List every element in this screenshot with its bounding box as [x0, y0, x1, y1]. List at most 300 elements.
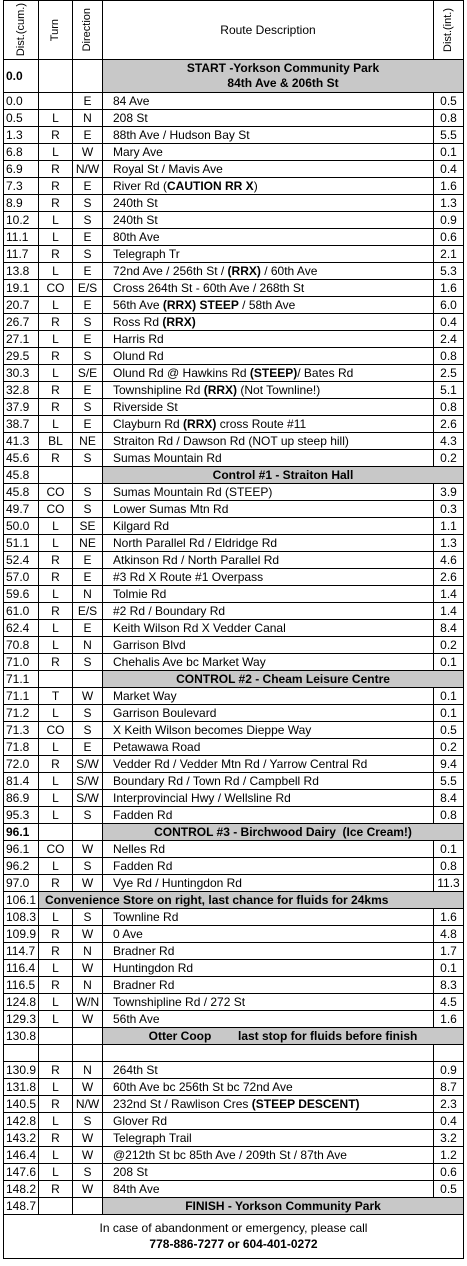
- route-text: Cross 264th St - 60th Ave / 268th St: [113, 280, 305, 295]
- cumulative-distance: 114.7: [4, 943, 39, 960]
- route-text: / 58th Ave: [238, 297, 296, 312]
- route-text: 240th St: [113, 212, 158, 227]
- route-text: Townshipline Rd: [113, 382, 204, 397]
- blank-row: [4, 1045, 464, 1062]
- control-row: [4, 1028, 464, 1045]
- cue-row: [4, 246, 464, 263]
- interval-distance: 8.7: [434, 1079, 464, 1096]
- turn: L: [39, 705, 73, 722]
- interval-distance: 1.7: [434, 943, 464, 960]
- cue-row: [4, 144, 464, 161]
- cumulative-distance: 124.8: [4, 994, 39, 1011]
- direction: E: [73, 569, 103, 586]
- cue-row: [4, 739, 464, 756]
- control-row: [4, 1198, 464, 1215]
- cue-row: [4, 314, 464, 331]
- control-description: Otter Coop last stop for fluids before finish: [103, 1028, 464, 1045]
- cue-row: [4, 1130, 464, 1147]
- route-text: Harris Rd: [113, 331, 164, 346]
- route-text: Petawawa Road: [113, 739, 201, 754]
- turn: L: [39, 212, 73, 229]
- direction: W: [73, 1130, 103, 1147]
- direction: S: [73, 450, 103, 467]
- direction: S/E: [73, 365, 103, 382]
- cue-row: [4, 450, 464, 467]
- cumulative-distance: 45.6: [4, 450, 39, 467]
- cumulative-distance: 96.2: [4, 858, 39, 875]
- cumulative-distance: 116.5: [4, 977, 39, 994]
- cumulative-distance: 11.1: [4, 229, 39, 246]
- header-turn: Turn: [39, 1, 73, 60]
- turn: R: [39, 1181, 73, 1198]
- cumulative-distance: 37.9: [4, 399, 39, 416]
- turn: L: [39, 858, 73, 875]
- interval-distance: 8.3: [434, 977, 464, 994]
- route-description: [103, 1164, 434, 1181]
- interval-distance: 0.9: [434, 1062, 464, 1079]
- interval-distance: 5.1: [434, 382, 464, 399]
- direction: E: [73, 229, 103, 246]
- route-text: Boundary Rd / Town Rd / Campbell Rd: [113, 773, 319, 788]
- route-text: Townshipline Rd / 272 St: [113, 994, 246, 1009]
- route-text: Sumas Mountain Rd: [113, 450, 222, 465]
- route-description: [103, 858, 434, 875]
- cue-row: [4, 552, 464, 569]
- cue-row: [4, 280, 464, 297]
- direction: E: [73, 331, 103, 348]
- direction: E: [73, 416, 103, 433]
- control-description: FINISH - Yorkson Community Park: [103, 1198, 464, 1215]
- cumulative-distance: 130.9: [4, 1062, 39, 1079]
- route-description: [103, 807, 434, 824]
- cue-row: [4, 1079, 464, 1096]
- start-dist: 0.0: [4, 60, 39, 93]
- route-text: Vye Rd / Huntingdon Rd: [113, 875, 242, 890]
- header-route: Route Description: [103, 1, 434, 60]
- route-text: Vedder Rd / Vedder Mtn Rd / Yarrow Central Rd: [113, 756, 368, 771]
- cue-row: [4, 297, 464, 314]
- route-text: 232nd St / Rawlison Cres: [113, 1096, 252, 1111]
- cumulative-distance: 32.8: [4, 382, 39, 399]
- turn: L: [39, 416, 73, 433]
- interval-distance: 1.6: [434, 280, 464, 297]
- route-description: [103, 637, 434, 654]
- interval-distance: 1.6: [434, 1011, 464, 1028]
- cue-row: [4, 875, 464, 892]
- turn: R: [39, 195, 73, 212]
- cumulative-distance: 97.0: [4, 875, 39, 892]
- cumulative-distance: 71.0: [4, 654, 39, 671]
- route-text: / 60th Ave: [260, 263, 318, 278]
- direction: S/W: [73, 790, 103, 807]
- route-text: Olund Rd @ Hawkins Rd: [113, 365, 250, 380]
- turn: R: [39, 382, 73, 399]
- interval-distance: 1.3: [434, 535, 464, 552]
- cumulative-distance: 57.0: [4, 569, 39, 586]
- cumulative-distance: 140.5: [4, 1096, 39, 1113]
- interval-distance: 0.5: [434, 1181, 464, 1198]
- route-description: [103, 263, 434, 280]
- turn: L: [39, 960, 73, 977]
- turn: R: [39, 450, 73, 467]
- direction: N: [73, 637, 103, 654]
- interval-distance: 0.1: [434, 654, 464, 671]
- route-text: Olund Rd: [113, 348, 164, 363]
- cumulative-distance: 131.8: [4, 1079, 39, 1096]
- emergency-phones: 778-886-7277 or 604-401-0272: [149, 1237, 318, 1251]
- cue-row: [4, 1164, 464, 1181]
- route-text: Mary Ave: [113, 144, 163, 159]
- direction: S: [73, 654, 103, 671]
- route-text: 84th Ave: [113, 1181, 160, 1196]
- route-text: 60th Ave bc 256th St bc 72nd Ave: [113, 1079, 293, 1094]
- route-text: 0 Ave: [113, 926, 143, 941]
- direction: E: [73, 620, 103, 637]
- cumulative-distance: 59.6: [4, 586, 39, 603]
- turn: L: [39, 1113, 73, 1130]
- route-description: [103, 909, 434, 926]
- route-description: [103, 433, 434, 450]
- route-description: [103, 450, 434, 467]
- interval-distance: 2.3: [434, 1096, 464, 1113]
- route-description: [103, 1096, 434, 1113]
- cumulative-distance: 95.3: [4, 807, 39, 824]
- interval-distance: 9.4: [434, 756, 464, 773]
- route-description: [103, 603, 434, 620]
- interval-distance: 2.6: [434, 416, 464, 433]
- turn: R: [39, 348, 73, 365]
- route-description: [103, 586, 434, 603]
- cue-row: [4, 212, 464, 229]
- cue-row: [4, 535, 464, 552]
- direction: S/W: [73, 756, 103, 773]
- cumulative-distance: 96.1: [4, 841, 39, 858]
- turn: R: [39, 314, 73, 331]
- turn: CO: [39, 722, 73, 739]
- route-text: Sumas Mountain Rd (STEEP): [113, 484, 273, 499]
- direction: N: [73, 586, 103, 603]
- cumulative-distance: 52.4: [4, 552, 39, 569]
- interval-distance: 0.6: [434, 229, 464, 246]
- cue-row: [4, 569, 464, 586]
- direction: E: [73, 263, 103, 280]
- route-warning: (RRX): [227, 263, 261, 278]
- cue-row: [4, 586, 464, 603]
- route-text: Royal St / Mavis Ave: [113, 161, 223, 176]
- turn: L: [39, 1164, 73, 1181]
- turn: R: [39, 943, 73, 960]
- route-text: 80th Ave: [113, 229, 160, 244]
- route-description: [103, 365, 434, 382]
- route-text: Clayburn Rd: [113, 416, 184, 431]
- cumulative-distance: 71.2: [4, 705, 39, 722]
- turn: R: [39, 1096, 73, 1113]
- interval-distance: 0.3: [434, 501, 464, 518]
- route-description: [103, 739, 434, 756]
- cue-row: [4, 1147, 464, 1164]
- turn: L: [39, 637, 73, 654]
- interval-distance: 0.4: [434, 1113, 464, 1130]
- route-description: [103, 654, 434, 671]
- turn: L: [39, 739, 73, 756]
- turn: R: [39, 161, 73, 178]
- cumulative-distance: 6.8: [4, 144, 39, 161]
- interval-distance: 0.8: [434, 110, 464, 127]
- route-description: [103, 841, 434, 858]
- direction: N: [73, 1062, 103, 1079]
- cue-row: [4, 518, 464, 535]
- cumulative-distance: 0.5: [4, 110, 39, 127]
- turn: R: [39, 875, 73, 892]
- direction: W: [73, 1079, 103, 1096]
- cue-row: [4, 178, 464, 195]
- turn: L: [39, 586, 73, 603]
- notice-row: [4, 892, 464, 909]
- direction: E/S: [73, 280, 103, 297]
- route-text: Bradner Rd: [113, 943, 175, 958]
- route-description: [103, 535, 434, 552]
- route-description: [103, 297, 434, 314]
- cumulative-distance: 71.8: [4, 739, 39, 756]
- cue-row: [4, 263, 464, 280]
- route-text: 84 Ave: [113, 93, 150, 108]
- cumulative-distance: 51.1: [4, 535, 39, 552]
- route-description: [103, 246, 434, 263]
- route-text: Tolmie Rd: [113, 586, 167, 601]
- cumulative-distance: 27.1: [4, 331, 39, 348]
- turn: CO: [39, 280, 73, 297]
- turn: L: [39, 110, 73, 127]
- interval-distance: 4.8: [434, 926, 464, 943]
- direction: S: [73, 722, 103, 739]
- route-text: Chehalis Ave bc Market Way: [113, 654, 266, 669]
- route-description: [103, 1147, 434, 1164]
- cue-row: [4, 1096, 464, 1113]
- route-description: [103, 994, 434, 1011]
- direction: N: [73, 977, 103, 994]
- cue-row: [4, 722, 464, 739]
- turn: R: [39, 1062, 73, 1079]
- route-description: [103, 93, 434, 110]
- cumulative-distance: 26.7: [4, 314, 39, 331]
- cumulative-distance: 45.8: [4, 467, 39, 484]
- interval-distance: 1.4: [434, 586, 464, 603]
- footer-note: In case of abandonment or emergency, please call: [99, 1221, 368, 1235]
- route-description: [103, 620, 434, 637]
- cue-row: [4, 943, 464, 960]
- direction: S: [73, 484, 103, 501]
- cumulative-distance: 10.2: [4, 212, 39, 229]
- interval-distance: 0.1: [434, 960, 464, 977]
- cue-row: [4, 110, 464, 127]
- cumulative-distance: 147.6: [4, 1164, 39, 1181]
- route-description: [103, 773, 434, 790]
- cue-row: [4, 926, 464, 943]
- route-description: [103, 314, 434, 331]
- route-description: [103, 501, 434, 518]
- route-warning: (RRX): [162, 314, 196, 329]
- direction: S: [73, 858, 103, 875]
- cumulative-distance: 20.7: [4, 297, 39, 314]
- route-text: Market Way: [113, 688, 177, 703]
- interval-distance: 3.2: [434, 1130, 464, 1147]
- route-text: Lower Sumas Mtn Rd: [113, 501, 229, 516]
- interval-distance: 2.6: [434, 569, 464, 586]
- route-description: [103, 382, 434, 399]
- route-description: [103, 705, 434, 722]
- route-description: [103, 195, 434, 212]
- route-description: [103, 178, 434, 195]
- route-text: ): [253, 178, 258, 193]
- interval-distance: 8.4: [434, 620, 464, 637]
- route-description: [103, 1113, 434, 1130]
- cue-row: [4, 637, 464, 654]
- route-description: [103, 688, 434, 705]
- cue-row: [4, 195, 464, 212]
- cue-row: [4, 1011, 464, 1028]
- cue-row: [4, 807, 464, 824]
- cue-row: [4, 127, 464, 144]
- cumulative-distance: 30.3: [4, 365, 39, 382]
- route-text: River Rd (: [113, 178, 168, 193]
- direction: N/W: [73, 1096, 103, 1113]
- interval-distance: 0.1: [434, 688, 464, 705]
- route-text: 88th Ave / Hudson Bay St: [113, 127, 250, 142]
- turn: L: [39, 790, 73, 807]
- turn: R: [39, 654, 73, 671]
- interval-distance: 0.2: [434, 637, 464, 654]
- cue-row: [4, 433, 464, 450]
- route-text: #2 Rd / Boundary Rd: [113, 603, 226, 618]
- control-row: [4, 467, 464, 484]
- route-text: Keith Wilson Rd X Vedder Canal: [113, 620, 286, 635]
- cumulative-distance: 49.7: [4, 501, 39, 518]
- cumulative-distance: 116.4: [4, 960, 39, 977]
- control-description: CONTROL #3 - Birchwood Dairy (Ice Cream!): [103, 824, 464, 841]
- turn: L: [39, 518, 73, 535]
- route-text: Ross Rd: [113, 314, 163, 329]
- route-text: Garrison Boulevard: [113, 705, 217, 720]
- cue-row: [4, 1062, 464, 1079]
- turn: L: [39, 773, 73, 790]
- cumulative-distance: 7.3: [4, 178, 39, 195]
- route-description: [103, 127, 434, 144]
- cue-sheet: [3, 0, 464, 1259]
- cue-row: [4, 399, 464, 416]
- header-dist-int: Dist.(int.): [434, 1, 464, 60]
- route-description: [103, 1181, 434, 1198]
- cumulative-distance: 13.8: [4, 263, 39, 280]
- cue-row: [4, 858, 464, 875]
- interval-distance: 1.4: [434, 603, 464, 620]
- direction: S: [73, 807, 103, 824]
- direction: E: [73, 127, 103, 144]
- turn: L: [39, 144, 73, 161]
- route-text: Atkinson Rd / North Parallel Rd: [113, 552, 280, 567]
- cumulative-distance: 71.3: [4, 722, 39, 739]
- cue-row: [4, 960, 464, 977]
- route-description: [103, 280, 434, 297]
- route-description: [103, 722, 434, 739]
- cumulative-distance: 38.7: [4, 416, 39, 433]
- turn: R: [39, 178, 73, 195]
- cumulative-distance: 106.1: [4, 892, 39, 909]
- turn: R: [39, 569, 73, 586]
- notice-description: Convenience Store on right, last chance for fluids for 24kms: [39, 892, 464, 909]
- turn: L: [39, 994, 73, 1011]
- direction: E: [73, 739, 103, 756]
- cue-row: [4, 773, 464, 790]
- route-description: [103, 790, 434, 807]
- interval-distance: 1.6: [434, 909, 464, 926]
- cue-row: [4, 484, 464, 501]
- direction: W: [73, 144, 103, 161]
- cue-row: [4, 416, 464, 433]
- turn: L: [39, 1147, 73, 1164]
- route-text: Glover Rd: [113, 1113, 168, 1128]
- cumulative-distance: 143.2: [4, 1130, 39, 1147]
- route-text: / Bates Rd: [297, 365, 354, 380]
- start-description: START -Yorkson Community Park 84th Ave & 206th St: [103, 60, 464, 93]
- interval-distance: 1.3: [434, 195, 464, 212]
- direction: E: [73, 178, 103, 195]
- route-text: 240th St: [113, 195, 158, 210]
- direction: S: [73, 705, 103, 722]
- direction: W: [73, 688, 103, 705]
- direction: S: [73, 501, 103, 518]
- turn: R: [39, 756, 73, 773]
- interval-distance: 6.0: [434, 297, 464, 314]
- route-warning: (RRX) STEEP: [162, 297, 239, 312]
- cumulative-distance: 81.4: [4, 773, 39, 790]
- cumulative-distance: 71.1: [4, 688, 39, 705]
- route-warning: (RRX): [203, 382, 238, 397]
- cue-row: [4, 756, 464, 773]
- cumulative-distance: 70.8: [4, 637, 39, 654]
- cumulative-distance: 50.0: [4, 518, 39, 535]
- route-text: North Parallel Rd / Eldridge Rd: [113, 535, 278, 550]
- route-description: [103, 518, 434, 535]
- header-dist-cum: Dist.(cum.): [4, 1, 39, 60]
- direction: W: [73, 926, 103, 943]
- interval-distance: 0.9: [434, 212, 464, 229]
- turn: L: [39, 535, 73, 552]
- route-text: Interprovincial Hwy / Wellsline Rd: [113, 790, 291, 805]
- cue-row: [4, 994, 464, 1011]
- route-description: [103, 331, 434, 348]
- interval-distance: 3.9: [434, 484, 464, 501]
- cue-row: [4, 620, 464, 637]
- route-description: [103, 229, 434, 246]
- turn: L: [39, 1079, 73, 1096]
- direction: W: [73, 841, 103, 858]
- direction: N/W: [73, 161, 103, 178]
- interval-distance: 8.4: [434, 790, 464, 807]
- route-description: [103, 484, 434, 501]
- direction: W: [73, 1147, 103, 1164]
- interval-distance: 0.6: [434, 1164, 464, 1181]
- cumulative-distance: 86.9: [4, 790, 39, 807]
- turn: CO: [39, 841, 73, 858]
- direction: NE: [73, 433, 103, 450]
- route-description: [103, 348, 434, 365]
- route-description: [103, 943, 434, 960]
- direction: E: [73, 552, 103, 569]
- cumulative-distance: 6.9: [4, 161, 39, 178]
- route-text: #3 Rd X Route #1 Overpass: [113, 569, 264, 584]
- direction: S: [73, 399, 103, 416]
- interval-distance: 5.3: [434, 263, 464, 280]
